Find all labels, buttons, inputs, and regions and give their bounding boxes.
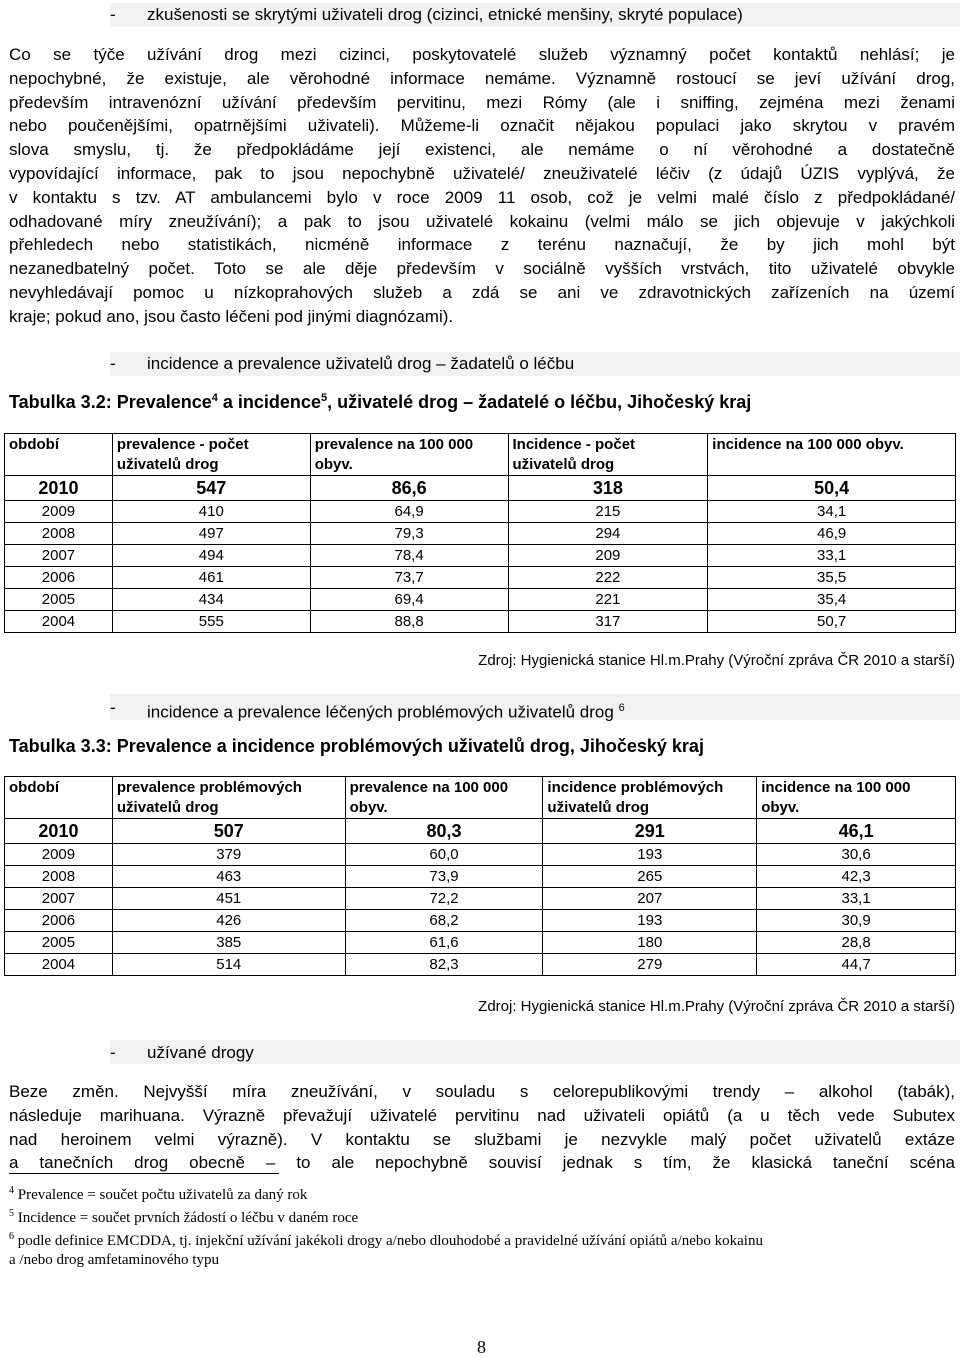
header-cell: období bbox=[5, 777, 113, 819]
table-cell: 2004 bbox=[5, 954, 113, 976]
table-cell: 72,2 bbox=[345, 888, 543, 910]
table-cell: 2008 bbox=[5, 866, 113, 888]
table-cell: 461 bbox=[112, 567, 310, 589]
table-cell: 193 bbox=[543, 844, 757, 866]
footnote-ref: 5 bbox=[320, 392, 328, 404]
bullet-dash: - bbox=[110, 5, 116, 24]
table-row bbox=[5, 888, 956, 910]
table-cell: 2010 bbox=[5, 819, 113, 844]
table-cell: 68,2 bbox=[345, 910, 543, 932]
paragraph-hidden-populations bbox=[9, 43, 955, 329]
table-cell: 46,1 bbox=[757, 819, 956, 844]
table-cell: 207 bbox=[543, 888, 757, 910]
bullet-text-main: incidence a prevalence léčených problémových uživatelů drog bbox=[147, 702, 614, 722]
bullet-treatment-applicants bbox=[110, 352, 960, 376]
table-cell: 64,9 bbox=[310, 501, 508, 523]
table-cell: 209 bbox=[508, 545, 708, 567]
bullet-text: incidence a prevalence uživatelů drog – žadatelů o léčbu bbox=[147, 354, 575, 373]
table-cell: 294 bbox=[508, 523, 708, 545]
table-cell: 193 bbox=[543, 910, 757, 932]
table-cell: 50,7 bbox=[708, 611, 956, 633]
table-row bbox=[5, 932, 956, 954]
paragraph-line: přehledech nebo statistikách, nicméně informace z terénu naznačují, že by jich mohl být bbox=[9, 235, 955, 255]
table-cell: 410 bbox=[112, 501, 310, 523]
table-row bbox=[5, 501, 956, 523]
table-cell: 73,7 bbox=[310, 567, 508, 589]
bullet-text bbox=[147, 697, 625, 724]
paragraph-line: nepochybné, že existuje, ale věrohodné informace nemáme. Významně rostoucí se jeví užívání drog, bbox=[9, 68, 955, 88]
table-cell: 221 bbox=[508, 589, 708, 611]
table-cell: 34,1 bbox=[708, 501, 956, 523]
table-cell: 33,1 bbox=[708, 545, 956, 567]
table-row bbox=[5, 844, 956, 866]
table-cell: 514 bbox=[112, 954, 345, 976]
table-cell: 30,9 bbox=[757, 910, 956, 932]
header-cell: Incidence - počet uživatelů drog bbox=[508, 434, 708, 476]
paragraph-line: nad heroinem velmi výrazně). V kontaktu se službami je nezvykle malý počet uživatelů extáze bbox=[9, 1129, 955, 1149]
header-cell: prevalence problémových uživatelů drog bbox=[112, 777, 345, 819]
table-cell: 291 bbox=[543, 819, 757, 844]
table-header-row bbox=[5, 777, 956, 819]
paragraph-line: Co se týče užívání drog mezi cizinci, poskytovatelé služeb významný počet kontaktů nehlásí; je bbox=[9, 45, 955, 64]
bullet-hidden-users bbox=[110, 3, 960, 27]
header-cell: prevalence na 100 000 obyv. bbox=[310, 434, 508, 476]
bullet-text: užívané drogy bbox=[147, 1043, 254, 1062]
paragraph-line: odhadované míry zneužívání); a pak to jsou uživatelé kokainu (velmi málo se jich objevuje v jakýchkoli bbox=[9, 211, 955, 231]
paragraph-line: kraje; pokud ano, jsou často léčeni pod jinými diagnózami). bbox=[9, 306, 454, 326]
table-cell: 317 bbox=[508, 611, 708, 633]
table-cell: 385 bbox=[112, 932, 345, 954]
table-cell: 28,8 bbox=[757, 932, 956, 954]
table-cell: 2007 bbox=[5, 888, 113, 910]
table-cell: 35,4 bbox=[708, 589, 956, 611]
table-cell: 2005 bbox=[5, 932, 113, 954]
footnote-number: 4 bbox=[9, 1185, 14, 1196]
table-row bbox=[5, 910, 956, 932]
table-row bbox=[5, 954, 956, 976]
header-cell: incidence na 100 000 obyv. bbox=[757, 777, 956, 819]
table-cell: 2008 bbox=[5, 523, 113, 545]
bullet-text: zkušenosti se skrytými uživateli drog (cizinci, etnické menšiny, skryté populace) bbox=[147, 5, 743, 24]
table-cell: 426 bbox=[112, 910, 345, 932]
paragraph-line: nezanedbatelný počet. Toto se ale děje především v sociálně vyšších vrstvách, tito uživatelé obvykle bbox=[9, 259, 955, 279]
table-cell: 547 bbox=[112, 476, 310, 501]
paragraph-line: nebo poučenějšími, opatrnějšími uživateli). Můžeme-li označit nějakou populaci jako skrytou v pravém bbox=[9, 116, 955, 136]
table-cell: 2007 bbox=[5, 545, 113, 567]
table-cell: 33,1 bbox=[757, 888, 956, 910]
table-cell: 180 bbox=[543, 932, 757, 954]
header-cell: incidence na 100 000 obyv. bbox=[708, 434, 956, 476]
table-row bbox=[5, 819, 956, 844]
header-cell: prevalence - počet uživatelů drog bbox=[112, 434, 310, 476]
table-source-note: Zdroj: Hygienická stanice Hl.m.Prahy (Výroční zpráva ČR 2010 a starší) bbox=[478, 652, 955, 669]
paragraph-drugs-used bbox=[9, 1080, 955, 1175]
table-cell: 30,6 bbox=[757, 844, 956, 866]
table-cell: 69,4 bbox=[310, 589, 508, 611]
table-cell: 2009 bbox=[5, 501, 113, 523]
table-cell: 79,3 bbox=[310, 523, 508, 545]
table-cell: 379 bbox=[112, 844, 345, 866]
table-cell: 61,6 bbox=[345, 932, 543, 954]
footnote-text: Incidence = součet prvních žádostí o léčbu v daném roce bbox=[14, 1210, 359, 1226]
paragraph-line: následuje marihuana. Výrazně převažují uživatelé pervitinu nad uživateli opiátů (a u těch vede Subutex bbox=[9, 1105, 955, 1125]
table-cell: 46,9 bbox=[708, 523, 956, 545]
table-cell: 494 bbox=[112, 545, 310, 567]
table-cell: 497 bbox=[112, 523, 310, 545]
paragraph-line: především intravenózní užívání především pervitinu, mezi Rómy (ale i sniffing, zejména mezi ženami bbox=[9, 92, 955, 112]
table-cell: 2005 bbox=[5, 589, 113, 611]
footnote-6-continued: a /nebo drog amfetaminového typu bbox=[9, 1252, 219, 1268]
table-cell: 215 bbox=[508, 501, 708, 523]
table-cell: 73,9 bbox=[345, 866, 543, 888]
table-cell: 2009 bbox=[5, 844, 113, 866]
table-cell: 434 bbox=[112, 589, 310, 611]
table-problem-users-prevalence bbox=[4, 776, 956, 976]
table-cell: 42,3 bbox=[757, 866, 956, 888]
table-row bbox=[5, 545, 956, 567]
bullet-dash: - bbox=[110, 1043, 116, 1062]
caption-text: a incidence bbox=[217, 392, 321, 412]
table-cell: 86,6 bbox=[310, 476, 508, 501]
table-cell: 2010 bbox=[5, 476, 113, 501]
table-cell: 555 bbox=[112, 611, 310, 633]
table-cell: 82,3 bbox=[345, 954, 543, 976]
footnote-ref: 4 bbox=[211, 392, 218, 404]
table-row bbox=[5, 611, 956, 633]
paragraph-line: nevyhledávají pomoc u nízkoprahových služeb a zdá se ani ve zdravotnických zařízeních na území bbox=[9, 282, 955, 302]
table-cell: 78,4 bbox=[310, 545, 508, 567]
caption-text: , uživatelé drog – žadatelé o léčbu, Jihočeský kraj bbox=[327, 392, 752, 412]
footnote-text: Prevalence = součet počtu uživatelů za daný rok bbox=[14, 1187, 308, 1203]
table-cell: 2006 bbox=[5, 567, 113, 589]
table-row bbox=[5, 589, 956, 611]
header-cell: období bbox=[5, 434, 113, 476]
table-cell: 80,3 bbox=[345, 819, 543, 844]
footnote-text: podle definice EMCDDA, tj. injekční užívání jakékoli drogy a/nebo dlouhodobé a pravidelné užívání opiátů a/nebo kokainu bbox=[14, 1233, 763, 1249]
table-cell: 318 bbox=[508, 476, 708, 501]
bullet-dash: - bbox=[110, 698, 116, 717]
table-cell: 50,4 bbox=[708, 476, 956, 501]
table-cell: 60,0 bbox=[345, 844, 543, 866]
table-row bbox=[5, 523, 956, 545]
table-cell: 222 bbox=[508, 567, 708, 589]
header-cell: prevalence na 100 000 obyv. bbox=[345, 777, 543, 819]
table-cell: 279 bbox=[543, 954, 757, 976]
table-row bbox=[5, 866, 956, 888]
paragraph-line: Beze změn. Nejvyšší míra zneužívání, v souladu s celorepublikovými trendy – alkohol (tabák), bbox=[9, 1082, 955, 1101]
table-cell: 2004 bbox=[5, 611, 113, 633]
bullet-problem-users bbox=[110, 694, 960, 720]
paragraph-line: vypovídající informace, pak to jsou nepochybně uživatelé/ zneuživatelé léčiv (z údajů ÚZIS vyplývá, že bbox=[9, 163, 955, 183]
table-cell: 507 bbox=[112, 819, 345, 844]
table-row bbox=[5, 476, 956, 501]
footnote-number: 6 bbox=[9, 1231, 14, 1242]
bullet-dash: - bbox=[110, 354, 116, 373]
table-cell: 88,8 bbox=[310, 611, 508, 633]
header-cell: incidence problémových uživatelů drog bbox=[543, 777, 757, 819]
table-caption-3-2 bbox=[9, 392, 751, 413]
table-cell: 35,5 bbox=[708, 567, 956, 589]
paragraph-line: v kontaktu s tzv. AT ambulancemi bylo v roce 2009 11 osob, což je velmi malé číslo z předpokládané/ bbox=[9, 187, 955, 207]
bullet-drugs-used bbox=[110, 1040, 960, 1064]
table-row bbox=[5, 567, 956, 589]
table-header-row bbox=[5, 434, 956, 476]
table-caption-3-3: Tabulka 3.3: Prevalence a incidence problémových uživatelů drog, Jihočeský kraj bbox=[9, 736, 704, 756]
page-number: 8 bbox=[477, 1337, 486, 1357]
table-source-note: Zdroj: Hygienická stanice Hl.m.Prahy (Výroční zpráva ČR 2010 a starší) bbox=[478, 998, 955, 1015]
table-applicants-prevalence bbox=[4, 433, 956, 633]
paragraph-line: slova smyslu, tj. že předpokládáme její existenci, ale nemáme o ní věrohodné a dostatečně bbox=[9, 140, 955, 160]
footnote-separator bbox=[9, 1173, 279, 1174]
table-cell: 44,7 bbox=[757, 954, 956, 976]
footnote-ref: 6 bbox=[618, 702, 625, 714]
paragraph-line: a tanečních drog obecně – to ale nepochybně souvisí jednak s tím, že klasická taneční scéna bbox=[9, 1153, 955, 1173]
table-cell: 463 bbox=[112, 866, 345, 888]
table-cell: 2006 bbox=[5, 910, 113, 932]
caption-text: Tabulka 3.2: Prevalence bbox=[9, 392, 212, 412]
table-cell: 265 bbox=[543, 866, 757, 888]
footnote-number: 5 bbox=[9, 1208, 14, 1219]
table-cell: 451 bbox=[112, 888, 345, 910]
